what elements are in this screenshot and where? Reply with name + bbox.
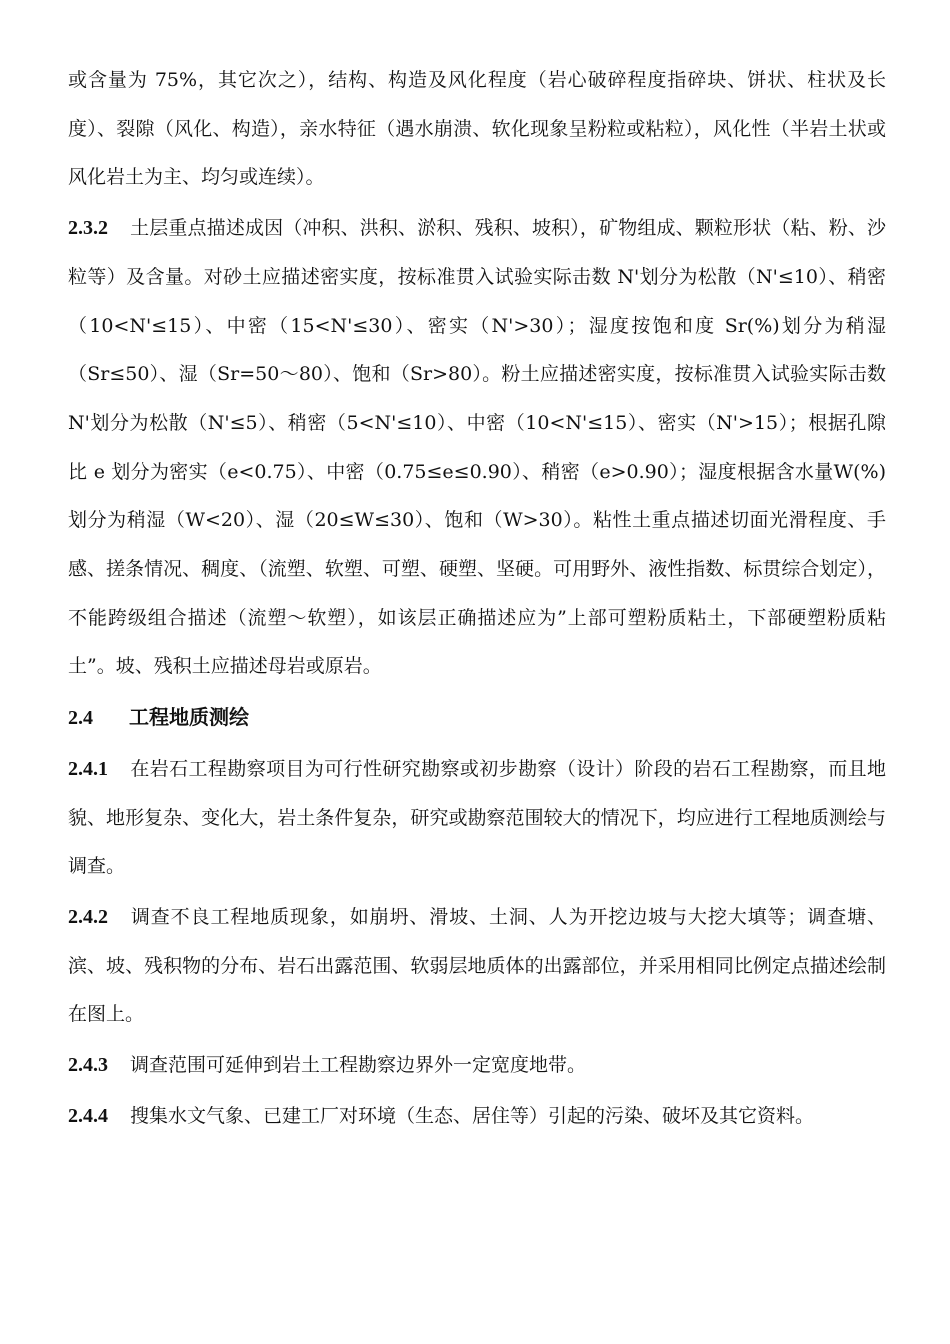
- section-2-3-2-paragraph: [68, 204, 886, 691]
- section-2-4-3-paragraph: [68, 1041, 886, 1090]
- document-page: [68, 56, 886, 1140]
- section-text: 搜集水文气象、已建工厂对环境（生态、居住等）引起的污染、破坏及其它资料。: [130, 1104, 815, 1127]
- section-2-4-heading: [68, 693, 886, 743]
- section-number: 2.4.4: [68, 1104, 108, 1127]
- heading-number: 2.4: [68, 707, 93, 730]
- intro-continuation-paragraph: 或含量为 75%，其它次之），结构、构造及风化程度（岩心破碎程度指碎块、饼状、柱状及长度）、裂隙（风化、构造），亲水特征（遇水崩溃、软化现象呈粉粒或粘粒），风化性（半岩土状或风化岩土为主、均匀或连续）。: [68, 69, 886, 189]
- section-text: 在岩石工程勘察项目为可行性研究勘察或初步勘察（设计）阶段的岩石工程勘察，而且地貌、地形复杂、变化大，岩土条件复杂，研究或勘察范围较大的情况下，均应进行工程地质测绘与调查。: [68, 757, 886, 878]
- section-text: 土层重点描述成因（冲积、洪积、淤积、残积、坡积），矿物组成、颗粒形状（粘、粉、沙粒等）及含量。对砂土应描述密实度，按标准贯入试验实际击数 N'划分为松散（N'≤10）、稍密（10<N'≤15）、中密（15<N'≤30）、密实（N'>30）；湿度按饱和度 Sr(%)划分为稍湿（Sr≤50）、湿（Sr=50～80）、饱和（Sr>80）。粉土应描述密实度，按标准贯入试验实际击数N'划分为松散（N'≤5）、稍密（5<N'≤10）、中密（10<N'≤15）、密实（N'>15）；根据孔隙比 e 划分为密实（e<0.75）、中密（0.75≤e≤0.90）、稍密（e>0.90）；湿度根据含水量W(%)划分为稍湿（W<20）、湿（20≤W≤30）、饱和（W>30）。粘性土重点描述切面光滑程度、手感、搓条情况、稠度、（流塑、软塑、可塑、硬塑、坚硬。可用野外、液性指数、标贯综合划定），不能跨级组合描述（流塑～软塑），如该层正确描述应为”上部可塑粉质粘土，下部硬塑粉质粘土”。坡、残积土应描述母岩或原岩。: [68, 217, 886, 678]
- section-2-4-1-paragraph: [68, 745, 886, 891]
- heading-title: 工程地质测绘: [129, 705, 249, 730]
- section-2-4-4-paragraph: [68, 1092, 886, 1141]
- section-number: 2.4.1: [68, 757, 108, 780]
- section-2-4-2-paragraph: [68, 893, 886, 1039]
- section-text: 调查范围可延伸到岩土工程勘察边界外一定宽度地带。: [130, 1054, 587, 1077]
- section-number: 2.4.2: [68, 905, 108, 928]
- section-number: 2.3.2: [68, 217, 108, 240]
- section-text: 调查不良工程地质现象，如崩坍、滑坡、土洞、人为开挖边坡与大挖大填等；调查塘、滨、坡、残积物的分布、岩石出露范围、软弱层地质体的出露部位，并采用相同比例定点描述绘制在图上。: [68, 905, 886, 1026]
- section-number: 2.4.3: [68, 1054, 108, 1077]
